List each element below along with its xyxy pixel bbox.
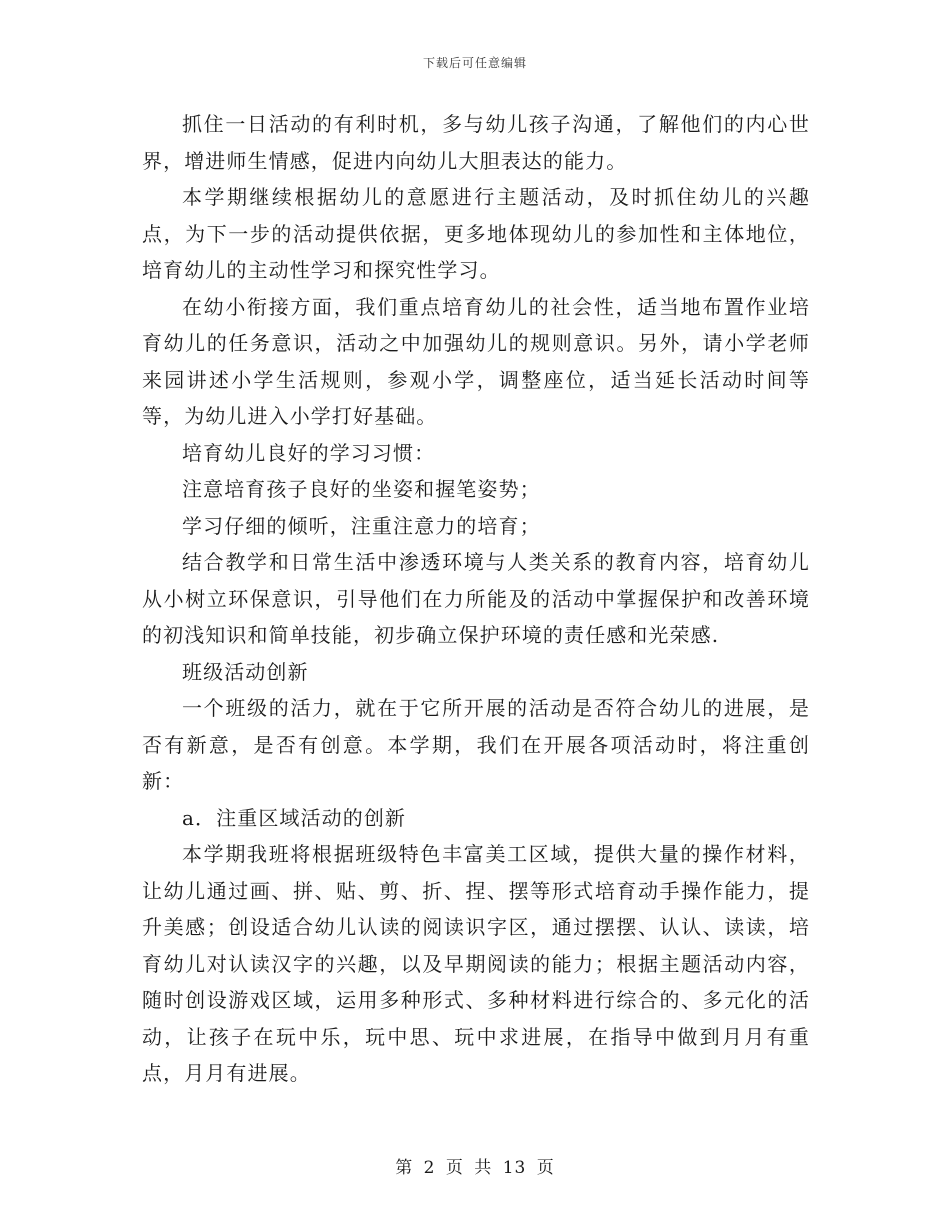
subsection-heading: a．注重区域活动的创新 <box>182 805 407 830</box>
page-header-note: 下载后可任意编辑 <box>422 56 527 70</box>
paragraph: 本学期继续根据幼儿的意愿进行主题活动，及时抓住幼儿的兴趣点，为下一步的活动提供依据，更多地体现幼儿的参加性和主体地位，培育幼儿的主动性学习和探究性学习。 <box>142 185 810 282</box>
paragraph: 一个班级的活力，就在于它所开展的活动是否符合幼儿的进展，是否有新意，是否有创意。本学期，我们在开展各项活动时，将注重创新： <box>142 696 810 793</box>
section-heading: 班级活动创新 <box>182 659 309 684</box>
paragraph: 培育幼儿良好的学习习惯： <box>182 440 436 465</box>
paragraph: 结合教学和日常生活中渗透环境与人类关系的教育内容，培育幼儿从小树立环保意识，引导他们在力所能及的活动中掌握保护和改善环境的初浅知识和简单技能，初步确立保护环境的责任感和光荣感. <box>142 550 810 647</box>
paragraph: 学习仔细的倾听，注重注意力的培育； <box>182 513 541 538</box>
document-body <box>142 106 810 1092</box>
paragraph: 抓住一日活动的有利时机，多与幼儿孩子沟通，了解他们的内心世界，增进师生情感，促进内向幼儿大胆表达的能力。 <box>142 112 810 173</box>
paragraph: 本学期我班将根据班级特色丰富美工区域，提供大量的操作材料，让幼儿通过画、拼、贴、剪、折、捏、摆等形式培育动手操作能力，提升美感；创设适合幼儿认读的阅读识字区，通过摆摆、认认、读读，培育幼儿对认读汉字的兴趣，以及早期阅读的能力；根据主题活动内容，随时创设游戏区域，运用多种形式、多种材料进行综合的、多元化的活动，让孩子在玩中乐，玩中思、玩中求进展，在指导中做到月月有重点，月月有进展。 <box>142 842 810 1085</box>
page-number: 第 2 页 共 13 页 <box>395 1158 555 1178</box>
paragraph: 在幼小衔接方面，我们重点培育幼儿的社会性，适当地布置作业培育幼儿的任务意识，活动之中加强幼儿的规则意识。另外，请小学老师来园讲述小学生活规则，参观小学，调整座位，适当延长活动时间等等，为幼儿进入小学打好基础。 <box>142 294 810 428</box>
paragraph: 注意培育孩子良好的坐姿和握笔姿势； <box>182 477 541 501</box>
